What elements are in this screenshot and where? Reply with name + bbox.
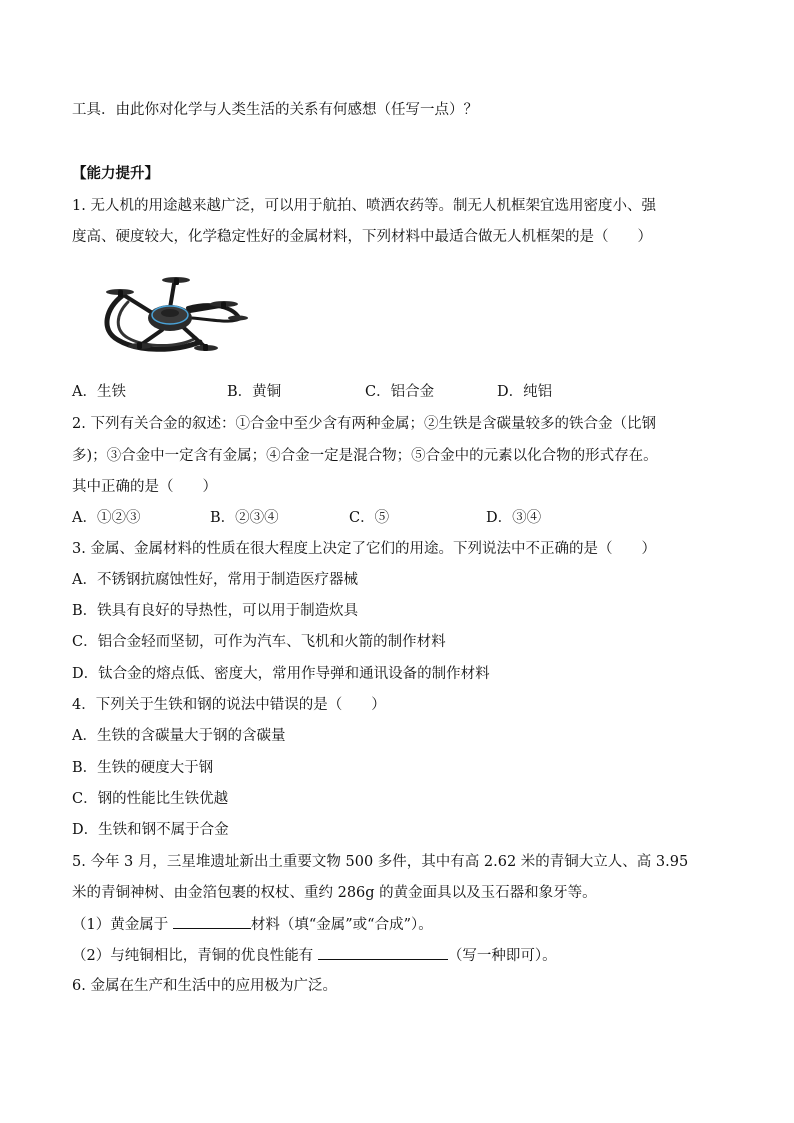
- section-title: 【能力提升】: [72, 165, 159, 182]
- q5-sub2-answer-blank[interactable]: [318, 945, 448, 960]
- q3-option-c: C．铝合金轻而坚韧，可作为汽车、飞机和火箭的制作材料: [72, 634, 446, 650]
- q4-option-b: B．生铁的硬度大于钢: [72, 760, 214, 776]
- q1-line-2: 度高、硬度较大，化学稳定性好的金属材料，下列材料中最适合做无人机框架的是（ ）: [72, 229, 652, 245]
- q2-line-2: 多)；③合金中一定含有金属；④合金一定是混合物；⑤合金中的元素以化合物的形式存在。: [72, 448, 658, 464]
- q4-option-d: D．生铁和钢不属于合金: [72, 822, 229, 838]
- q5-line-1: 5. 今年 3 月，三星堆遗址新出土重要文物 500 多件，其中有高 2.62 米的青铜大立人、高 3.95: [72, 854, 689, 870]
- q5-line-2: 米的青铜神树、由金箔包裹的权杖、重约 286g 的黄金面具以及玉石器和象牙等。: [72, 885, 597, 901]
- q5-sub-1: [72, 914, 433, 935]
- q1-option-c: C．铝合金: [365, 384, 435, 400]
- intro-text: 工具．由此你对化学与人类生活的关系有何感想（任写一点）？: [72, 102, 478, 118]
- q5-sub1-suffix: 材料（填“金属”或“合成”）。: [250, 917, 433, 933]
- q6-stem: 6. 金属在生产和生活中的应用极为广泛。: [72, 978, 337, 994]
- q4-option-c: C．钢的性能比生铁优越: [72, 791, 229, 807]
- q2-line-3: 其中正确的是（ ）: [72, 479, 217, 495]
- q3-stem: 3. 金属、金属材料的性质在很大程度上决定了它们的用途。下列说法中不正确的是（ ）: [72, 541, 656, 557]
- q2-option-c: C．⑤: [349, 510, 390, 526]
- q2-option-b: B．②③④: [210, 510, 279, 526]
- q1-option-d: D．纯铝: [497, 384, 553, 400]
- q5-sub-2: [72, 945, 557, 966]
- q1-line-1: 1. 无人机的用途越来越广泛，可以用于航拍、喷洒农药等。制无人机框架宜选用密度小、强: [72, 198, 656, 214]
- q2-line-1: 2. 下列有关合金的叙述：①合金中至少含有两种金属；②生铁是含碳量较多的铁合金（比钢: [72, 416, 656, 432]
- q5-sub2-prefix: （2）与纯铜相比，青铜的优良性能有: [72, 948, 314, 964]
- q3-option-d: D．钛合金的熔点低、密度大，常用作导弹和通讯设备的制作材料: [72, 666, 490, 682]
- q4-option-a: A．生铁的含碳量大于钢的含碳量: [72, 728, 286, 744]
- q2-options: [72, 508, 541, 528]
- q5-sub1-prefix: （1）黄金属于: [72, 917, 169, 933]
- q4-stem: 4．下列关于生铁和钢的说法中错误的是（ ）: [72, 697, 386, 713]
- q3-option-a: A．不锈钢抗腐蚀性好，常用于制造医疗器械: [72, 572, 358, 588]
- q1-options: [72, 382, 552, 402]
- q5-sub2-suffix: （写一种即可）。: [447, 948, 557, 964]
- q3-option-b: B．铁具有良好的导热性，可以用于制造炊具: [72, 603, 359, 619]
- q2-option-d: D．③④: [486, 510, 542, 526]
- q5-sub1-answer-blank[interactable]: [173, 914, 251, 929]
- drone-icon: [92, 268, 252, 360]
- q2-option-a: A．①②③: [72, 510, 141, 526]
- q1-option-a: A．生铁: [72, 384, 126, 400]
- q1-option-b: B．黄铜: [227, 384, 282, 400]
